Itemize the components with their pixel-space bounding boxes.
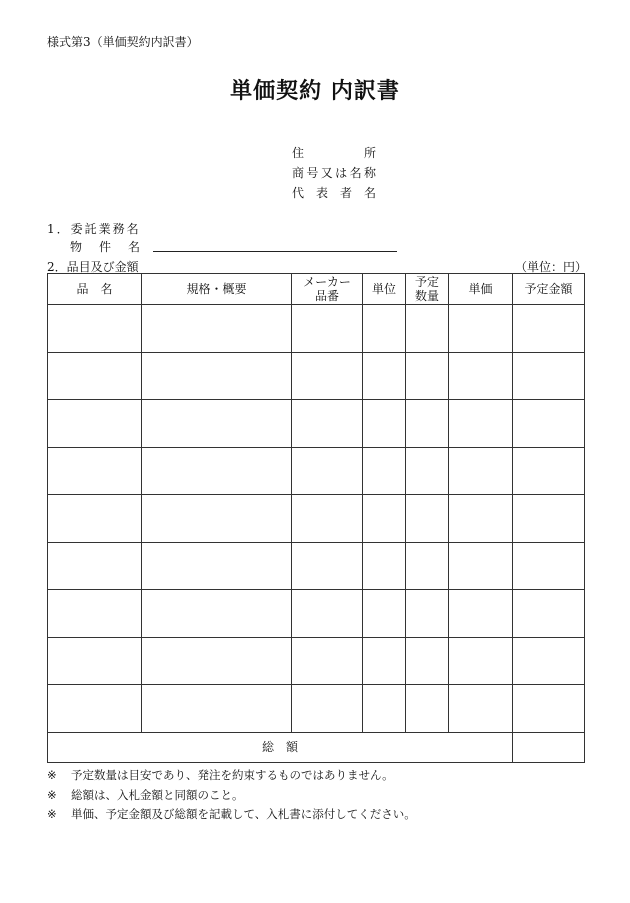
note	[47, 767, 394, 783]
note-text: 単価、予定金額及び総額を記載して、入札書に添付してください。	[71, 807, 416, 821]
table-cell[interactable]	[449, 495, 513, 543]
table-cell[interactable]	[406, 590, 449, 638]
items-and-amounts-heading: 2．品目及び金額	[47, 260, 139, 274]
table-cell[interactable]	[513, 305, 585, 353]
note-mark: ※	[47, 768, 57, 782]
header-item-name: 品 名	[48, 274, 142, 305]
table-cell[interactable]	[48, 447, 142, 495]
table-cell[interactable]	[142, 495, 292, 543]
header-maker-part: メーカー 品番	[292, 274, 363, 305]
table-cell[interactable]	[142, 542, 292, 590]
representative-char: 代	[292, 186, 305, 200]
table-cell[interactable]	[363, 352, 406, 400]
representative-char: 者	[339, 186, 352, 200]
table-cell[interactable]	[406, 637, 449, 685]
note-text: 予定数量は目安であり、発注を約束するものではありません。	[71, 768, 394, 782]
table-cell[interactable]	[449, 590, 513, 638]
table-cell[interactable]	[406, 542, 449, 590]
note-text: 総額は、入札金額と同額のこと。	[71, 788, 244, 802]
table-row	[48, 542, 585, 590]
table-cell[interactable]	[292, 542, 363, 590]
table-cell[interactable]	[142, 685, 292, 733]
table-row	[48, 352, 585, 400]
unit-note: （単位：円）	[515, 260, 588, 274]
table-cell[interactable]	[48, 305, 142, 353]
address-char: 住	[292, 146, 305, 160]
table-cell[interactable]	[292, 447, 363, 495]
header-unit-price: 単価	[449, 274, 513, 305]
total-row	[48, 732, 585, 762]
table-cell[interactable]	[406, 447, 449, 495]
table-cell[interactable]	[363, 542, 406, 590]
company-name-label	[292, 164, 376, 181]
table-cell[interactable]	[363, 400, 406, 448]
company-name-char: 名	[349, 166, 362, 180]
table-cell[interactable]	[513, 447, 585, 495]
table-cell[interactable]	[142, 400, 292, 448]
item-name-char: 物	[70, 240, 83, 254]
table-cell[interactable]	[449, 542, 513, 590]
header-spec: 規格・概要	[142, 274, 292, 305]
representative-label	[292, 184, 376, 201]
table-cell[interactable]	[142, 305, 292, 353]
table-row	[48, 637, 585, 685]
table-cell[interactable]	[363, 590, 406, 638]
table-cell[interactable]	[513, 352, 585, 400]
representative-char: 表	[315, 186, 328, 200]
table-cell[interactable]	[48, 637, 142, 685]
breakdown-table	[47, 273, 585, 763]
table-cell[interactable]	[292, 685, 363, 733]
address-label	[292, 144, 376, 161]
company-name-char: 商	[292, 166, 305, 180]
table-cell[interactable]	[292, 352, 363, 400]
table-cell[interactable]	[449, 447, 513, 495]
table-cell[interactable]	[48, 352, 142, 400]
table-cell[interactable]	[513, 637, 585, 685]
table-cell[interactable]	[449, 305, 513, 353]
service-name-heading: 1．委託業務名	[47, 222, 141, 236]
note	[47, 806, 416, 822]
table-cell[interactable]	[292, 305, 363, 353]
table-cell[interactable]	[449, 637, 513, 685]
table-cell[interactable]	[513, 400, 585, 448]
total-amount-cell[interactable]	[513, 732, 585, 762]
table-cell[interactable]	[292, 495, 363, 543]
table-cell[interactable]	[513, 590, 585, 638]
table-cell[interactable]	[292, 637, 363, 685]
table-row	[48, 685, 585, 733]
table-cell[interactable]	[406, 305, 449, 353]
table-cell[interactable]	[292, 400, 363, 448]
form-number-label: 様式第3（単価契約内訳書）	[47, 35, 199, 49]
table-cell[interactable]	[363, 637, 406, 685]
item-name-label	[70, 238, 140, 255]
item-name-input-line[interactable]	[153, 251, 397, 252]
header-planned-amount: 予定金額	[513, 274, 585, 305]
header-planned-qty: 予定 数量	[406, 274, 449, 305]
item-name-char: 件	[98, 240, 111, 254]
company-name-char: は	[335, 166, 348, 180]
address-char: 所	[363, 146, 376, 160]
table-cell[interactable]	[449, 352, 513, 400]
table-cell[interactable]	[513, 542, 585, 590]
table-cell[interactable]	[363, 685, 406, 733]
document-title: 単価契約 内訳書	[230, 78, 400, 104]
table-cell[interactable]	[406, 685, 449, 733]
item-name-char: 名	[127, 240, 140, 254]
table-cell[interactable]	[142, 447, 292, 495]
table-cell[interactable]	[449, 400, 513, 448]
table-cell[interactable]	[48, 542, 142, 590]
table-row	[48, 400, 585, 448]
note-mark: ※	[47, 788, 57, 802]
table-cell[interactable]	[48, 590, 142, 638]
table-cell[interactable]	[48, 685, 142, 733]
total-label: 総 額	[48, 732, 513, 762]
table-cell[interactable]	[363, 495, 406, 543]
table-cell[interactable]	[513, 495, 585, 543]
company-name-char: 又	[320, 166, 333, 180]
table-cell[interactable]	[142, 590, 292, 638]
table-cell[interactable]	[48, 495, 142, 543]
table-row	[48, 305, 585, 353]
table-cell[interactable]	[48, 400, 142, 448]
table-cell[interactable]	[292, 590, 363, 638]
table-cell[interactable]	[363, 447, 406, 495]
company-name-char: 号	[306, 166, 319, 180]
table-cell[interactable]	[513, 685, 585, 733]
table-cell[interactable]	[142, 637, 292, 685]
table-header-row	[48, 274, 585, 305]
header-unit: 単位	[363, 274, 406, 305]
table-cell[interactable]	[406, 400, 449, 448]
table-cell[interactable]	[142, 352, 292, 400]
table-cell[interactable]	[406, 495, 449, 543]
company-name-char: 称	[363, 166, 376, 180]
note-mark: ※	[47, 807, 57, 821]
table-row	[48, 590, 585, 638]
representative-char: 名	[363, 186, 376, 200]
note	[47, 787, 244, 803]
table-cell[interactable]	[406, 352, 449, 400]
table-cell[interactable]	[363, 305, 406, 353]
table-cell[interactable]	[449, 685, 513, 733]
table-row	[48, 447, 585, 495]
table-row	[48, 495, 585, 543]
